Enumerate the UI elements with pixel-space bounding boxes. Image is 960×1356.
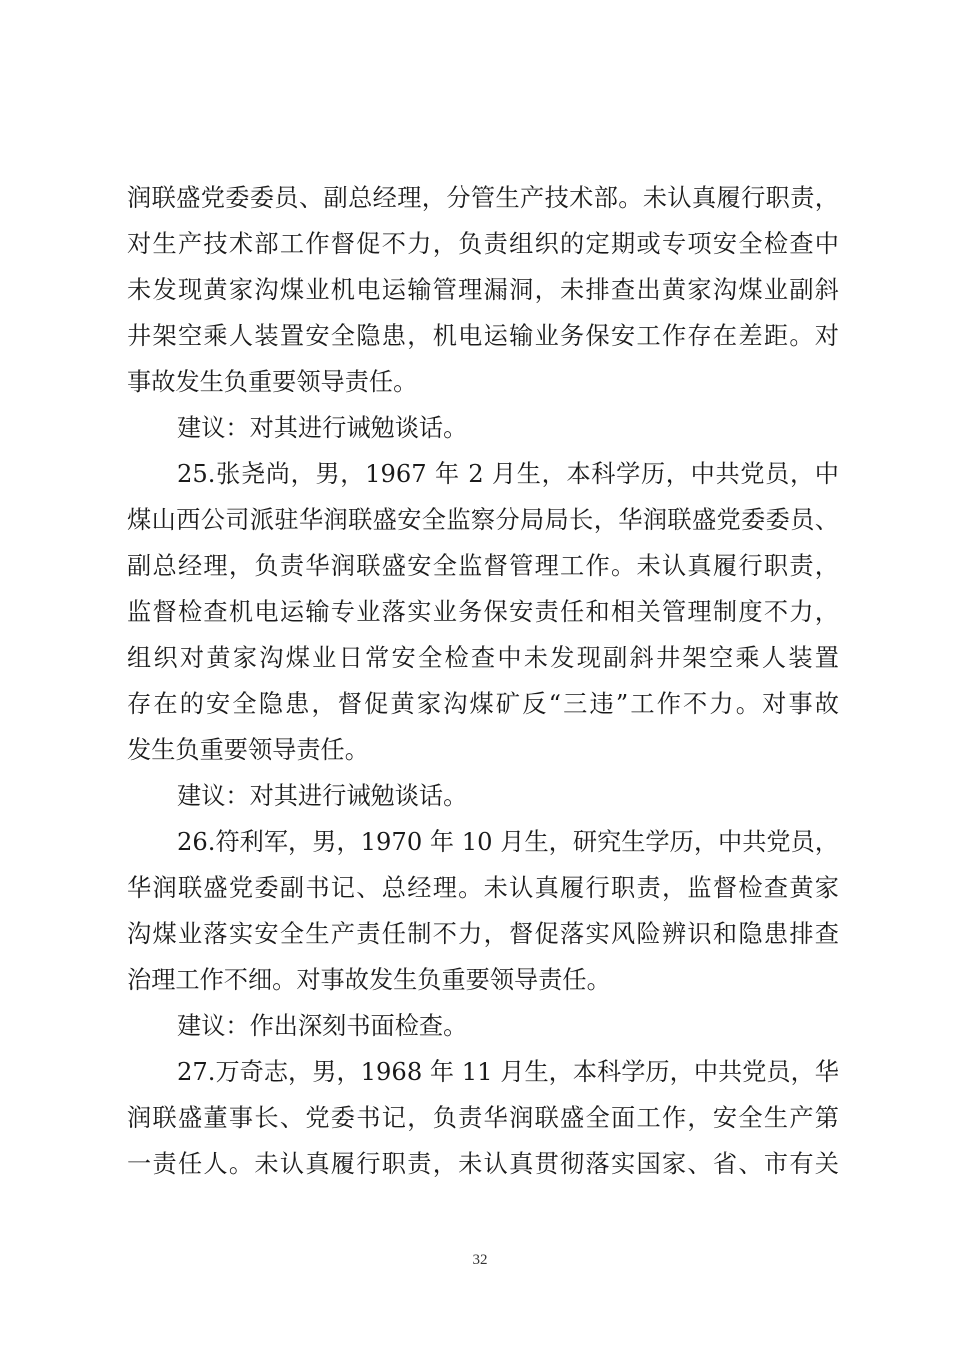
paragraph-line: 治理工作不细。对事故发生负重要领导责任。 <box>127 966 611 994</box>
paragraph-line: 组织对黄家沟煤业日常安全检查中未发现副斜井架空乘人装置 <box>127 644 839 672</box>
item-heading-line: 26.符利军，男，1970 年 10 月生，研究生学历，中共党员， <box>177 828 839 856</box>
page-number: 32 <box>472 1252 488 1268</box>
paragraph-line: 监督检查机电运输专业落实业务保安责任和相关管理制度不力， <box>127 598 839 626</box>
paragraph-line: 存在的安全隐患，督促黄家沟煤矿反“三违”工作不力。对事故 <box>127 690 839 718</box>
item-heading-line: 25.张尧尚，男，1967 年 2 月生，本科学历，中共党员，中 <box>177 460 839 488</box>
paragraph-line: 沟煤业落实安全生产责任制不力，督促落实风险辨识和隐患排查 <box>127 920 839 948</box>
paragraph-line: 对生产技术部工作督促不力，负责组织的定期或专项安全检查中 <box>127 230 839 258</box>
paragraph-line: 煤山西公司派驻华润联盛安全监察分局局长，华润联盛党委委员、 <box>127 506 839 534</box>
paragraph-line: 润联盛董事长、党委书记，负责华润联盛全面工作，安全生产第 <box>127 1104 839 1132</box>
recommendation-line: 建议：作出深刻书面检查。 <box>177 1012 468 1040</box>
paragraph-line: 华润联盛党委副书记、总经理。未认真履行职责，监督检查黄家 <box>127 874 839 902</box>
paragraph-line: 事故发生负重要领导责任。 <box>127 368 418 396</box>
paragraph-line: 副总经理，负责华润联盛安全监督管理工作。未认真履行职责， <box>127 552 839 580</box>
recommendation-line: 建议：对其进行诫勉谈话。 <box>177 782 468 810</box>
paragraph-line: 发生负重要领导责任。 <box>127 736 369 764</box>
recommendation-line: 建议：对其进行诫勉谈话。 <box>177 414 468 442</box>
paragraph-line: 未发现黄家沟煤业机电运输管理漏洞，未排查出黄家沟煤业副斜 <box>127 276 839 304</box>
paragraph-line: 润联盛党委委员、副总经理，分管生产技术部。未认真履行职责， <box>127 184 839 212</box>
paragraph-line: 一责任人。未认真履行职责，未认真贯彻落实国家、省、市有关 <box>127 1150 839 1178</box>
paragraph-line: 井架空乘人装置安全隐患，机电运输业务保安工作存在差距。对 <box>127 322 839 350</box>
item-heading-line: 27.万奇志，男，1968 年 11 月生，本科学历，中共党员，华 <box>177 1058 839 1086</box>
